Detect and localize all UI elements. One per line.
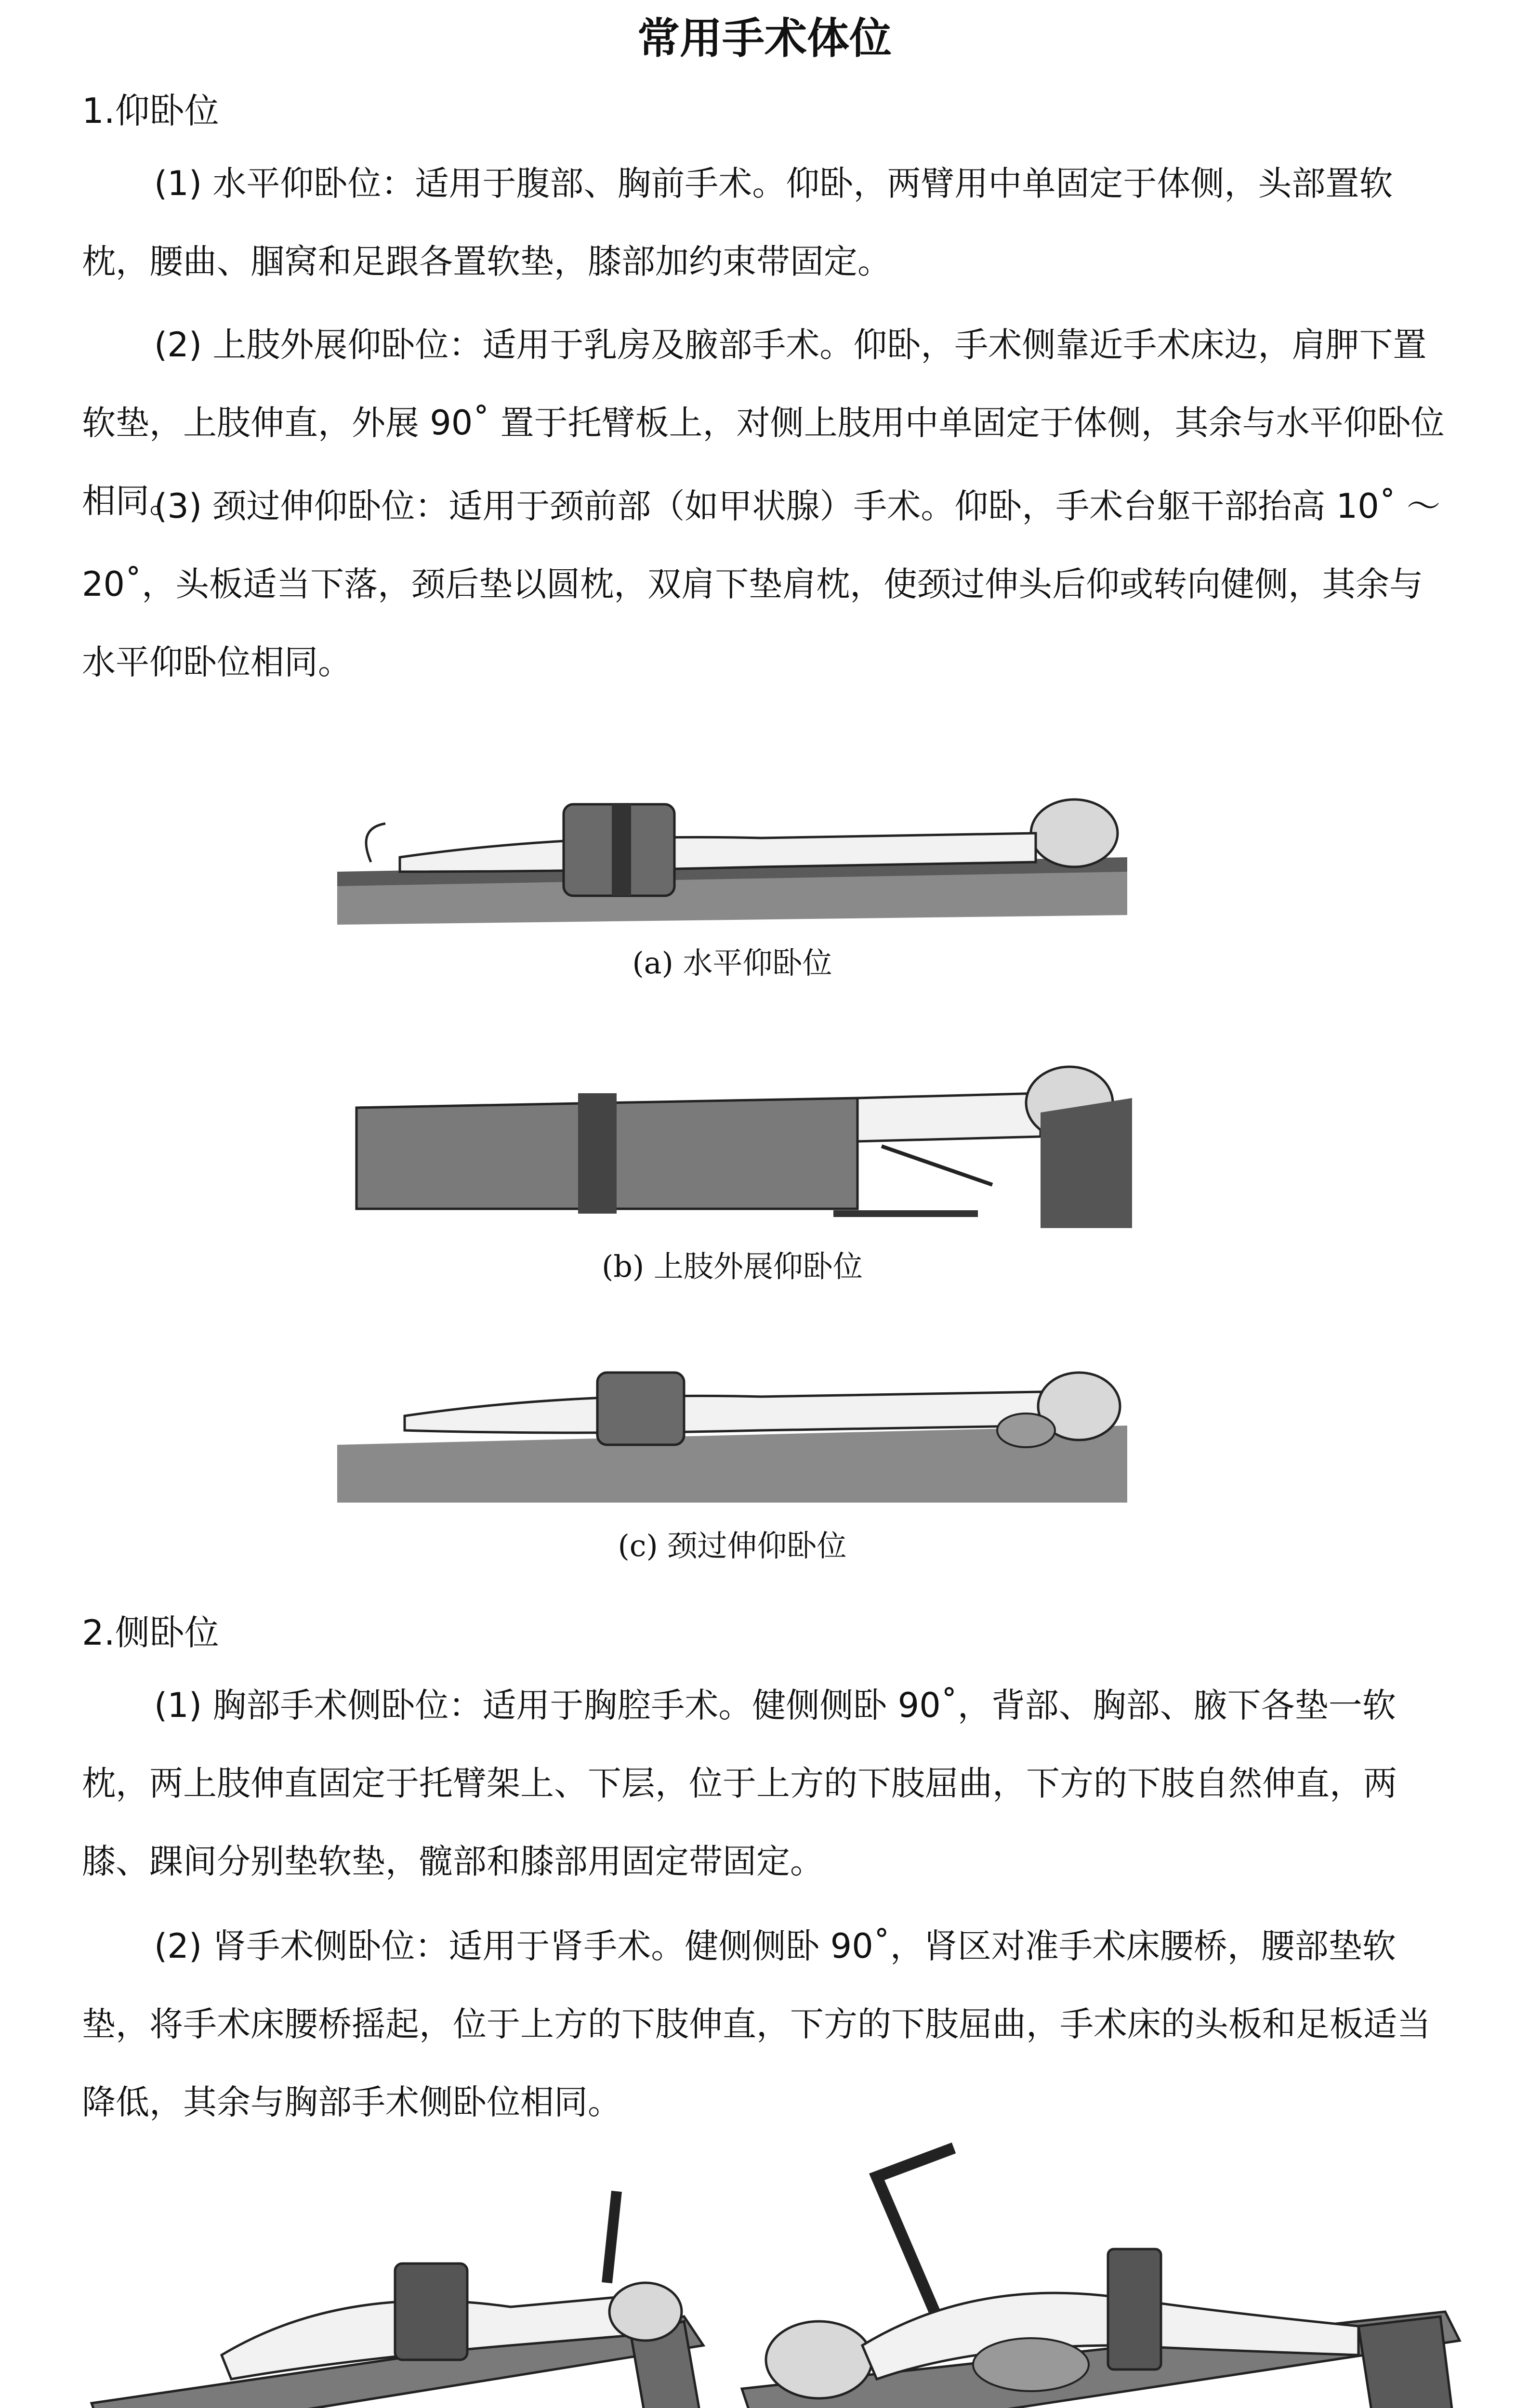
figure-horizontal-supine — [328, 751, 1137, 934]
figure-arm-abducted-supine — [328, 1002, 1137, 1233]
caption-arm-abducted-supine: (b) 上肢外展仰卧位 — [602, 1249, 863, 1284]
paragraph-renal-lateral: (2) 肾手术侧卧位：适用于肾手术。健侧侧卧 90˚，肾区对准手术床腰桥，腰部垫软垫，将手术床腰桥摇起，位于上方的下肢伸直，下方的下肢屈曲，手术床的头板和足板适当降低，其余与胸部手术侧卧位相同。 — [82, 1926, 1431, 2122]
caption-horizontal-supine: (a) 水平仰卧位 — [632, 945, 832, 981]
section-heading-supine: 1.仰卧位 — [82, 91, 219, 131]
paragraph-thoracic-lateral: (1) 胸部手术侧卧位：适用于胸腔手术。健侧侧卧 90˚，背部、胸部、腋下各垫一软枕，两上肢伸直固定于托臂架上、下层，位于上方的下肢屈曲，下方的下肢自然伸直，两膝、踝间分别垫软垫，髋部和膝部用固定带固定。 — [82, 1686, 1397, 1881]
figure-neck-hyperextended-supine — [328, 1310, 1137, 1512]
caption-neck-hyperextended-supine: (c) 颈过伸仰卧位 — [618, 1528, 847, 1563]
paragraph-horizontal-supine: (1) 水平仰卧位：适用于腹部、胸前手术。仰卧，两臂用中单固定于体侧，头部置软枕，腰曲、腘窝和足跟各置软垫，膝部加约束带固定。 — [82, 164, 1393, 281]
figure-renal-lateral — [732, 2119, 1474, 2408]
figure-thoracic-lateral — [77, 2153, 713, 2408]
paragraph-neck-hyperextended-supine: (3) 颈过伸仰卧位：适用于颈前部（如甲状腺）手术。仰卧，手术台躯干部抬高 10˚ ～20˚，头板适当下落，颈后垫以圆枕，双肩下垫肩枕，使颈过伸头后仰或转向健侧，其余与水平仰卧位相同。 — [82, 486, 1440, 682]
section-heading-lateral: 2.侧卧位 — [82, 1612, 219, 1653]
page-title: 常用手术体位 — [637, 13, 892, 63]
paragraph-arm-abducted-supine: (2) 上肢外展仰卧位：适用于乳房及腋部手术。仰卧，手术侧靠近手术床边，肩胛下置软垫，上肢伸直，外展 90˚ 置于托臂板上，对侧上肢用中单固定于体侧，其余与水平仰卧位相同。 — [82, 325, 1445, 521]
